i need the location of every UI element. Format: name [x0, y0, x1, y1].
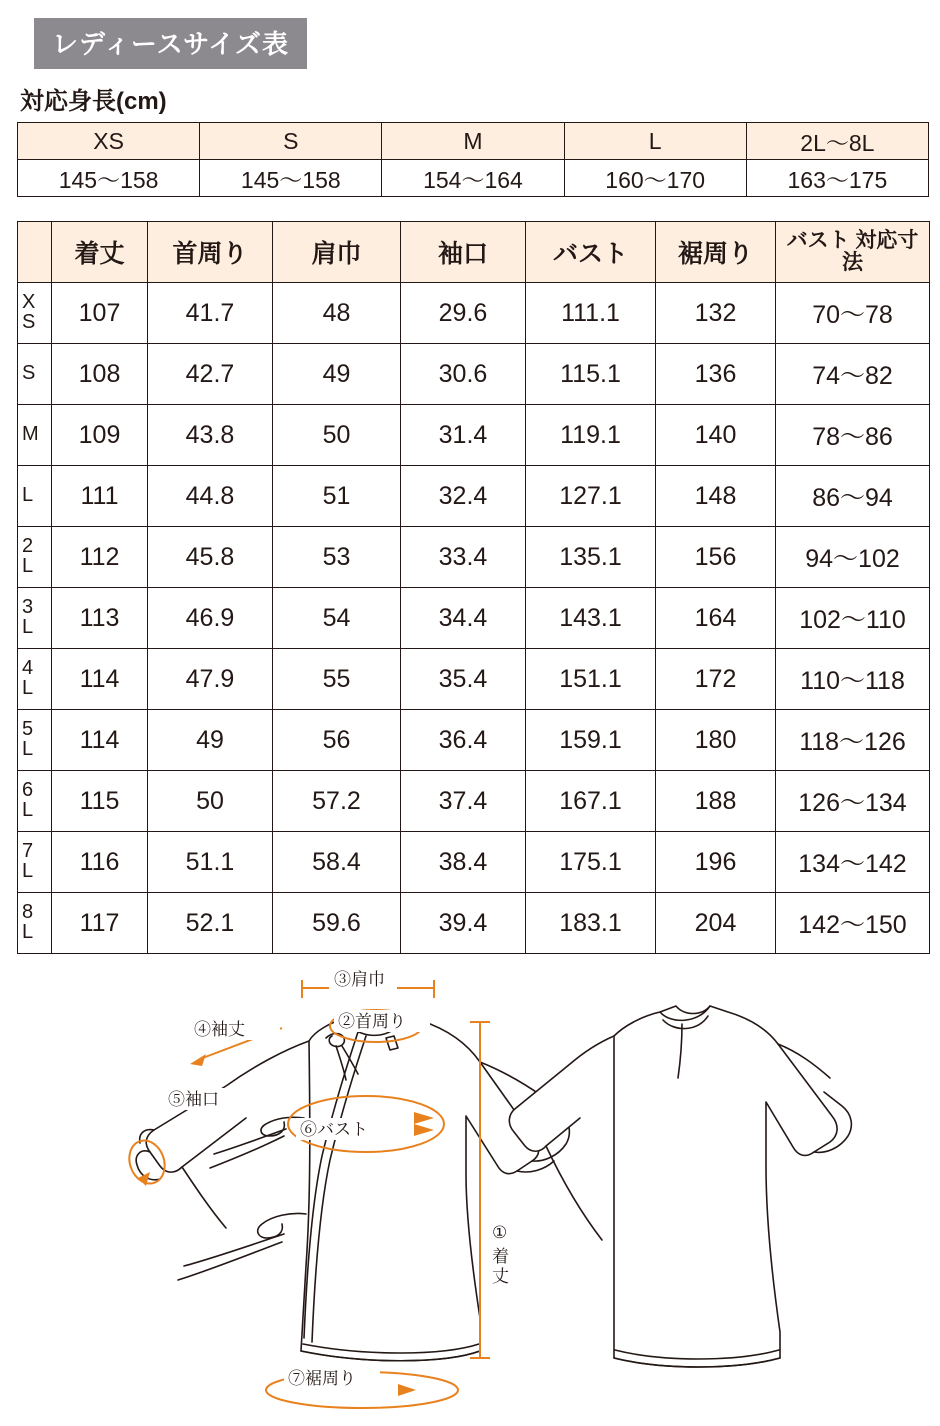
height-header-cell: L	[564, 123, 746, 160]
cell-bust-fit: 126〜134	[776, 771, 930, 832]
height-value-cell: 160〜170	[564, 160, 746, 197]
measurement-header-blank	[18, 222, 52, 283]
cell-hem: 188	[656, 771, 776, 832]
cell-cuff: 36.4	[401, 710, 526, 771]
size-label-line: L	[22, 555, 34, 577]
table-row	[18, 405, 930, 466]
cell-cuff: 30.6	[401, 344, 526, 405]
cell-bust-fit: 74〜82	[776, 344, 930, 405]
cell-bust: 183.1	[526, 893, 656, 954]
table-row	[18, 283, 930, 344]
cell-shoulder: 58.4	[273, 832, 401, 893]
measurement-header-length: 着丈	[52, 222, 148, 283]
cell-length: 113	[52, 588, 148, 649]
garment-diagram	[14, 966, 926, 1426]
cell-neck: 50	[148, 771, 273, 832]
measurement-header-bust-fit	[776, 222, 930, 283]
cell-hem: 140	[656, 405, 776, 466]
cell-bust-fit: 70〜78	[776, 283, 930, 344]
size-label-line: 3	[22, 596, 34, 619]
bust-fit-line1: バスト	[786, 228, 850, 252]
cell-length: 114	[52, 649, 148, 710]
cell-cuff: 39.4	[401, 893, 526, 954]
cell-hem: 172	[656, 649, 776, 710]
size-label	[18, 527, 52, 588]
measurement-header-cuff: 袖口	[401, 222, 526, 283]
cell-shoulder: 55	[273, 649, 401, 710]
height-value-cell: 145〜158	[18, 160, 200, 197]
height-header-cell: S	[200, 123, 382, 160]
size-label-line: 8	[22, 901, 34, 924]
label-neck: ②首周り	[338, 1012, 406, 1031]
table-row	[18, 771, 930, 832]
cell-cuff: 31.4	[401, 405, 526, 466]
label-hem: ⑦裾周り	[288, 1369, 356, 1388]
cell-neck: 47.9	[148, 649, 273, 710]
cell-cuff: 37.4	[401, 771, 526, 832]
bust-fit-line2: 対応寸法	[842, 228, 919, 274]
cell-bust: 115.1	[526, 344, 656, 405]
cell-shoulder: 51	[273, 466, 401, 527]
cell-hem: 148	[656, 466, 776, 527]
measurement-table-body	[18, 283, 930, 954]
cell-cuff: 32.4	[401, 466, 526, 527]
cell-bust: 127.1	[526, 466, 656, 527]
size-label-line: M	[22, 423, 39, 446]
height-table	[17, 122, 929, 197]
table-row	[18, 588, 930, 649]
cell-neck: 43.8	[148, 405, 273, 466]
cell-hem: 180	[656, 710, 776, 771]
cell-shoulder: 56	[273, 710, 401, 771]
size-label-line: S	[22, 362, 36, 385]
height-value-cell: 163〜175	[746, 160, 928, 197]
table-row	[18, 527, 930, 588]
cell-bust: 111.1	[526, 283, 656, 344]
cell-hem: 164	[656, 588, 776, 649]
cell-length: 107	[52, 283, 148, 344]
cell-shoulder: 50	[273, 405, 401, 466]
table-row	[18, 710, 930, 771]
table-row	[18, 649, 930, 710]
cell-bust: 175.1	[526, 832, 656, 893]
size-label-line: 6	[22, 779, 34, 802]
cell-bust-fit: 142〜150	[776, 893, 930, 954]
size-label-line: L	[22, 677, 34, 699]
measurement-header-hem: 裾周り	[656, 222, 776, 283]
cell-neck: 52.1	[148, 893, 273, 954]
label-length-text-1: 着	[492, 1247, 509, 1266]
height-section-label: 対応身長(cm)	[20, 88, 167, 115]
table-row	[18, 160, 929, 197]
size-label	[18, 649, 52, 710]
size-label-line: L	[22, 738, 34, 760]
cell-hem: 196	[656, 832, 776, 893]
cell-length: 108	[52, 344, 148, 405]
cell-length: 115	[52, 771, 148, 832]
cell-length: 117	[52, 893, 148, 954]
cell-bust-fit: 78〜86	[776, 405, 930, 466]
cell-hem: 132	[656, 283, 776, 344]
cell-shoulder: 59.6	[273, 893, 401, 954]
size-label	[18, 771, 52, 832]
size-label	[18, 283, 52, 344]
cell-neck: 46.9	[148, 588, 273, 649]
size-label-line: S	[22, 311, 36, 333]
size-label-line: 4	[22, 657, 34, 680]
cell-neck: 51.1	[148, 832, 273, 893]
cell-bust-fit: 86〜94	[776, 466, 930, 527]
cell-bust-fit: 110〜118	[776, 649, 930, 710]
table-row	[18, 893, 930, 954]
cell-hem: 204	[656, 893, 776, 954]
cell-neck: 42.7	[148, 344, 273, 405]
table-row	[18, 832, 930, 893]
table-header-row	[18, 222, 930, 283]
cell-shoulder: 57.2	[273, 771, 401, 832]
size-label-line: L	[22, 484, 34, 507]
size-label-line: 2	[22, 535, 34, 558]
cell-cuff: 35.4	[401, 649, 526, 710]
cell-bust: 143.1	[526, 588, 656, 649]
cell-length: 109	[52, 405, 148, 466]
label-bust: ⑥バスト	[300, 1120, 368, 1139]
cell-bust-fit: 134〜142	[776, 832, 930, 893]
cell-cuff: 38.4	[401, 832, 526, 893]
size-label-line: L	[22, 616, 34, 638]
cell-hem: 156	[656, 527, 776, 588]
table-row	[18, 466, 930, 527]
size-label-line: L	[22, 799, 34, 821]
cell-neck: 41.7	[148, 283, 273, 344]
cell-cuff: 29.6	[401, 283, 526, 344]
label-sleeve-length: ④袖丈	[194, 1020, 245, 1039]
size-label	[18, 466, 52, 527]
cell-bust: 135.1	[526, 527, 656, 588]
height-header-cell: XS	[18, 123, 200, 160]
cell-bust: 151.1	[526, 649, 656, 710]
label-cuff: ⑤袖口	[168, 1090, 219, 1109]
cell-length: 111	[52, 466, 148, 527]
size-label	[18, 893, 52, 954]
size-label-line: 5	[22, 718, 34, 741]
label-length-text-2: 丈	[492, 1267, 509, 1286]
label-shoulder: ③肩巾	[334, 970, 385, 989]
cell-shoulder: 49	[273, 344, 401, 405]
measurement-header-shoulder: 肩巾	[273, 222, 401, 283]
cell-shoulder: 53	[273, 527, 401, 588]
size-label	[18, 405, 52, 466]
cell-neck: 49	[148, 710, 273, 771]
cell-shoulder: 48	[273, 283, 401, 344]
label-length-number: ①	[492, 1223, 508, 1242]
cell-bust-fit: 94〜102	[776, 527, 930, 588]
size-label	[18, 832, 52, 893]
cell-cuff: 33.4	[401, 527, 526, 588]
cell-cuff: 34.4	[401, 588, 526, 649]
height-value-cell: 154〜164	[382, 160, 564, 197]
size-label-line: X	[22, 291, 36, 314]
cell-length: 114	[52, 710, 148, 771]
cell-length: 112	[52, 527, 148, 588]
cell-bust: 167.1	[526, 771, 656, 832]
table-header-row	[18, 123, 929, 160]
cell-bust: 119.1	[526, 405, 656, 466]
height-header-cell: M	[382, 123, 564, 160]
size-label	[18, 588, 52, 649]
cell-hem: 136	[656, 344, 776, 405]
size-label	[18, 344, 52, 405]
size-label	[18, 710, 52, 771]
height-header-cell: 2L〜8L	[746, 123, 928, 160]
cell-bust-fit: 102〜110	[776, 588, 930, 649]
size-label-line: 7	[22, 840, 34, 863]
measurement-header-neck: 首周り	[148, 222, 273, 283]
cell-neck: 45.8	[148, 527, 273, 588]
height-value-cell: 145〜158	[200, 160, 382, 197]
cell-neck: 44.8	[148, 466, 273, 527]
table-row	[18, 344, 930, 405]
measurement-header-bust: バスト	[526, 222, 656, 283]
page-title: レディースサイズ表	[34, 18, 307, 69]
size-label-line: L	[22, 860, 34, 882]
cell-bust: 159.1	[526, 710, 656, 771]
measurement-table	[17, 221, 930, 954]
cell-bust-fit: 118〜126	[776, 710, 930, 771]
size-label-line: L	[22, 921, 34, 943]
cell-length: 116	[52, 832, 148, 893]
cell-shoulder: 54	[273, 588, 401, 649]
